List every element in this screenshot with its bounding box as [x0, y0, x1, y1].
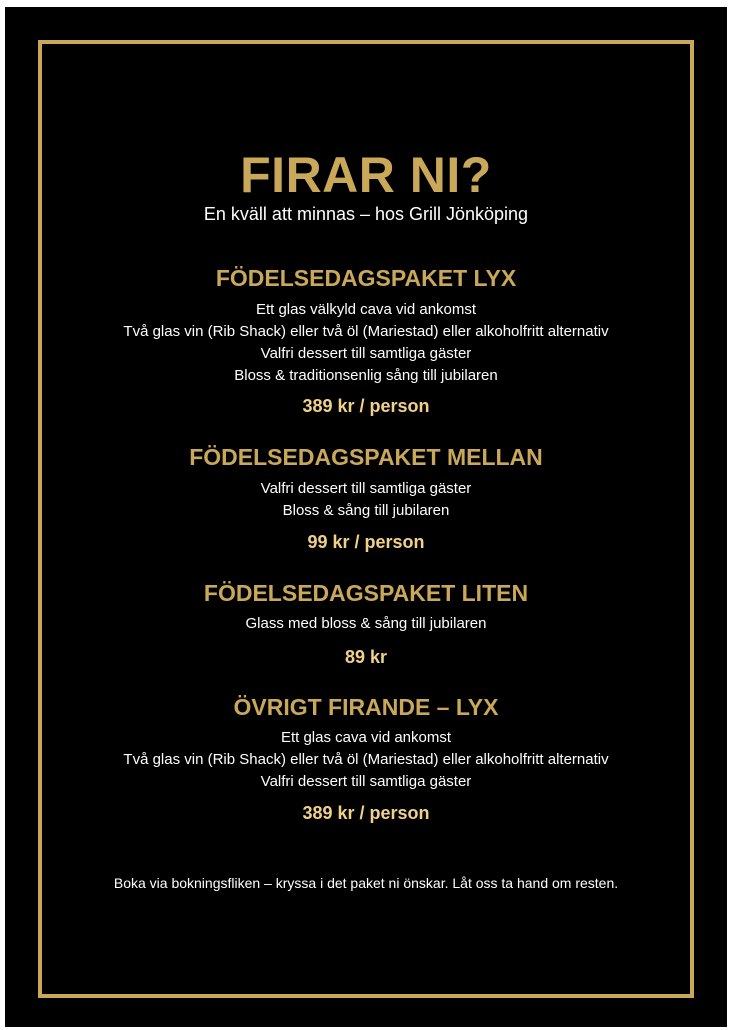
package-lyx-item: Två glas vin (Rib Shack) eller två öl (Mariestad) eller alkoholfritt alternativ [123, 323, 609, 340]
package-lyx-item: Ett glas välkyld cava vid ankomst [255, 301, 477, 318]
page-subtitle: En kväll att minnas – hos Grill Jönköping [203, 204, 529, 224]
package-ovrigt-item: Ett glas cava vid ankomst [280, 729, 452, 746]
package-lyx-heading: FÖDELSEDAGSPAKET LYX [215, 265, 517, 291]
package-mellan-item: Bloss & sång till jubilaren [282, 502, 450, 519]
package-liten-heading: FÖDELSEDAGSPAKET LITEN [203, 580, 529, 606]
package-mellan-heading: FÖDELSEDAGSPAKET MELLAN [189, 444, 543, 470]
menu-sheet [5, 7, 727, 1027]
page-title: FIRAR NI? [240, 147, 492, 203]
package-mellan-item: Valfri dessert till samtliga gäster [260, 480, 472, 497]
package-lyx-price: 389 kr / person [302, 396, 430, 416]
package-ovrigt-item: Valfri dessert till samtliga gäster [260, 773, 472, 790]
package-lyx-item: Valfri dessert till samtliga gäster [260, 345, 472, 362]
package-ovrigt-heading: ÖVRIGT FIRANDE – LYX [233, 694, 499, 720]
package-ovrigt-price: 389 kr / person [302, 803, 430, 823]
booking-note: Boka via bokningsfliken – kryssa i det paket ni önskar. Låt oss ta hand om resten. [113, 875, 619, 891]
package-liten-item: Glass med bloss & sång till jubilaren [245, 615, 487, 632]
package-lyx-item: Bloss & traditionsenlig sång till jubilaren [234, 367, 498, 384]
package-liten-price: 89 kr [344, 647, 388, 667]
package-mellan-price: 99 kr / person [307, 532, 425, 552]
package-ovrigt-item: Två glas vin (Rib Shack) eller två öl (Mariestad) eller alkoholfritt alternativ [123, 751, 609, 768]
